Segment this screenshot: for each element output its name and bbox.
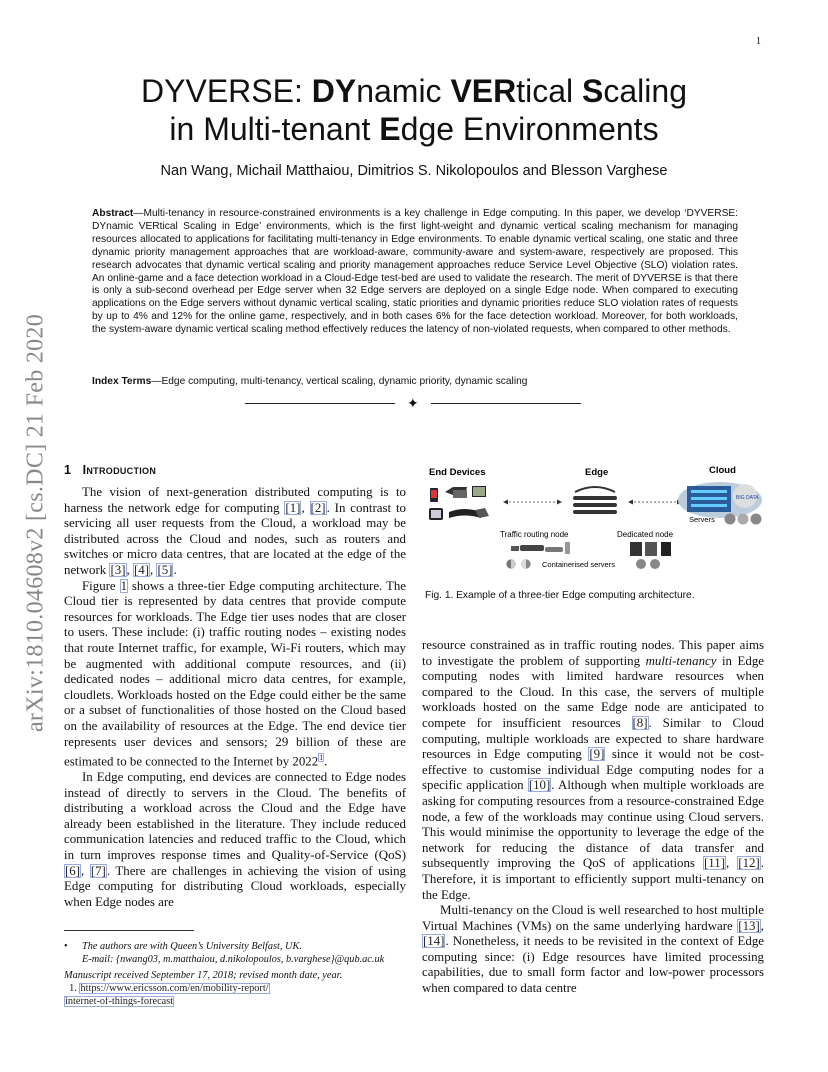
bullet-icon: • xyxy=(64,941,68,952)
footnote-link[interactable]: 1 xyxy=(319,753,324,763)
abstract xyxy=(92,208,738,337)
citation-link[interactable]: [7] xyxy=(90,863,106,878)
citation-link[interactable]: [13] xyxy=(738,918,760,933)
citation-link[interactable]: [9] xyxy=(589,747,605,762)
citation-link[interactable]: [3] xyxy=(110,562,126,577)
author-list: Nan Wang, Michail Matthaiou, Dimitrios S. Nikolopoulos and Blesson Varghese xyxy=(160,163,668,179)
paper-title xyxy=(0,72,828,148)
citation-link[interactable]: [11] xyxy=(704,856,725,871)
dedicated-server-icon xyxy=(630,542,671,556)
paragraph: resource constrained as in traffic routing nodes. This paper aims to investigate the problem of supporting multi-tenancy in Edge computing nodes with limited hardware resources when compared to the Cloud. In this case, the servers of multiple workloads hosted on the same Edge node are anticipated to compete for insufficient resources [8]. Similar to Cloud computing, multiple workloads are expected to share hardware resources in Edge computing [9] since it would not be cost-effective to customise individual Edge computing nodes for a specific application [10]. Although when multiple workloads are asking for computing resources from a resource-constrained Edge node, a few of the workloads may continue using Cloud servers. This would minimise the opportunity to leverage the edge of the network for reducing the distance of data transfer and subsequently improving the QoS of applications [11], [12]. Therefore, it is important to efficiently support multi-tenancy on the Edge. xyxy=(422,638,765,902)
edge-layers-icon xyxy=(573,487,617,514)
right-column xyxy=(422,638,764,997)
servers-label: Servers xyxy=(689,515,715,524)
citation-link[interactable]: [4] xyxy=(133,562,149,577)
edge-label: Edge xyxy=(585,467,609,478)
index-terms-text: —Edge computing, multi-tenancy, vertical scaling, dynamic priority, dynamic scaling xyxy=(151,376,528,387)
containerised-servers-label: Containerised servers xyxy=(542,560,615,569)
server-nodes-icon xyxy=(725,514,762,525)
cloud-datacentre-icon xyxy=(678,482,762,518)
left-column xyxy=(64,485,406,910)
citation-link[interactable]: [12] xyxy=(738,856,760,871)
footnotes xyxy=(64,940,410,1008)
separator-diamond: ✦ xyxy=(407,397,419,412)
section-title: Introduction xyxy=(82,463,157,477)
arxiv-side-stamp xyxy=(20,285,52,760)
citation-link[interactable]: [6] xyxy=(65,863,81,878)
abstract-text: —Multi-tenancy in resource-constrained environments is a key challenge in Edge computing. In this paper, we develop ‘DYVERSE: DYnamic VERtical Scaling in Edge’ environments, which is the first light-weight and dynamic vertical scaling mechanism for managing resources allocated to applications for facilitating multi-tenancy in Edge environments. To enable dynamic vertical scaling, one static and three dynamic priority management approaches that are workload-aware, community-aware and system-aware, respectively are proposed. This research advocates that dynamic vertical scaling and priority management approaches reduce Service Level Objective (SLO) violation rates. An online-game and a face detection workload in a Cloud-Edge test-bed are used to validate the research. The merit of DYVERSE is that there is only a sub-second overhead per Edge server when 32 Edge servers are deployed on a single Edge node. When compared to executing applications on the Edge servers without dynamic vertical scaling, static priorities and dynamic priorities reduce SLO violation rates of requests by up to 4% and 12% for the online game, respectively, and in both cases 6% for the face detection workload. Moreover, for both workloads, the system-aware dynamic vertical scaling method effectively reduces the latency of non-violated requests, when compared to other methods. xyxy=(92,208,738,336)
cloud-label: Cloud xyxy=(709,465,736,476)
affiliation-note: • The authors are with Queen’s University Belfast, UK. xyxy=(64,941,302,952)
separator-line-right xyxy=(431,403,581,404)
citation-link[interactable]: [10] xyxy=(528,778,551,793)
paragraph: The vision of next-generation distributed computing is to harness the network edge for computing [1], [2]. In contrast to servicing all user requests from the Cloud, a workload may be distributed across the Cloud and nodes, such as routers and switches or micro data centres, that are located at the edge of the network [3], [4], [5]. xyxy=(64,485,406,577)
end-devices-icon xyxy=(429,486,489,520)
architecture-figure xyxy=(425,460,770,580)
arxiv-identifier: arXiv:1810.04608v2 [cs.DC] 21 Feb 2020 xyxy=(22,313,49,732)
section-heading xyxy=(64,463,156,477)
abstract-label: Abstract xyxy=(92,208,134,219)
footnote-url-link[interactable]: https://www.ericsson.com/en/mobility-report/ xyxy=(80,983,269,994)
manuscript-note: Manuscript received September 17, 2018; revised month date, year. xyxy=(64,970,343,981)
paragraph: In Edge computing, end devices are connected to Edge nodes instead of directly to servers in the Cloud. The benefits of distributing a workload across the Cloud and the Edge have already been established in the literature. They include reduced communication latencies and reduced traffic to the Cloud, which in turn improves response times and Quality-of-Service (QoS) [6], [7]. There are challenges in achieving the vision of using Edge computing for distributing Cloud workloads, especially when Edge nodes are xyxy=(64,769,406,909)
section-separator xyxy=(245,397,585,411)
index-terms xyxy=(92,376,738,387)
dedicated-node-label: Dedicated node xyxy=(617,530,674,539)
url-footnote: 1. https://www.ericsson.com/en/mobility-report/ xyxy=(69,983,269,994)
traffic-routing-node-label: Traffic routing node xyxy=(500,530,569,539)
citation-link[interactable]: [14] xyxy=(423,934,445,949)
citation-link[interactable]: [5] xyxy=(157,562,173,577)
section-number: 1 xyxy=(64,463,72,477)
paragraph: Figure 1 shows a three-tier Edge computing architecture. The Cloud tier is represented by data centres that provide compute resources for workloads. The Edge tier uses nodes that are closer to users. These include: (i) traffic routing nodes – existing nodes that route Internet traffic, for example, Wi-Fi routers, which may be augmented with additional compute resources, and (ii) dedicated nodes – additional micro data centres, for example, cloudlets. Workloads hosted on the Edge could either be the same or a subset of functionalities of those hosted on the Cloud based on the availability of resources at the Edge. The end device tier represents user devices and sensors; 29 billion of these are estimated to be connected to the Internet by 2022$^1$. xyxy=(64,578,406,769)
title-line-2: in Multi-tenant Edge Environments xyxy=(169,111,659,147)
end-devices-label: End Devices xyxy=(429,467,486,478)
footnote-url-link[interactable]: internet-of-things-forecast xyxy=(65,996,174,1007)
router-icon xyxy=(511,542,570,554)
separator-line-left xyxy=(245,403,395,404)
title-line-1: DYVERSE: DYnamic VERtical Scaling xyxy=(141,73,687,109)
footnote-rule xyxy=(64,930,194,931)
figure-link[interactable]: 1 xyxy=(120,578,128,593)
citation-link[interactable]: [1] xyxy=(285,500,301,515)
email-note: E-mail: {nwang03, m.matthaiou, d.nikolopoulos, b.varghese}@qub.ac.uk xyxy=(82,954,385,965)
index-terms-label: Index Terms xyxy=(92,376,152,387)
citation-link[interactable]: [2] xyxy=(310,500,326,515)
citation-link[interactable]: [8] xyxy=(632,715,648,730)
page-number: 1 xyxy=(756,36,761,47)
figure-caption: Fig. 1. Example of a three-tier Edge computing architecture. xyxy=(425,590,695,601)
big-data-label: BIG DATA xyxy=(736,495,759,501)
url-footnote-continued xyxy=(64,995,410,1008)
paragraph: Multi-tenancy on the Cloud is well researched to host multiple Virtual Machines (VMs) on the same underlying hardware [13], [14]. Nonetheless, it needs to be revisited in the context of Edge computing since: (i) Edge resources have limited processing capabilities, due to small form factor and low-power processors when compared to data centre xyxy=(422,903,764,996)
